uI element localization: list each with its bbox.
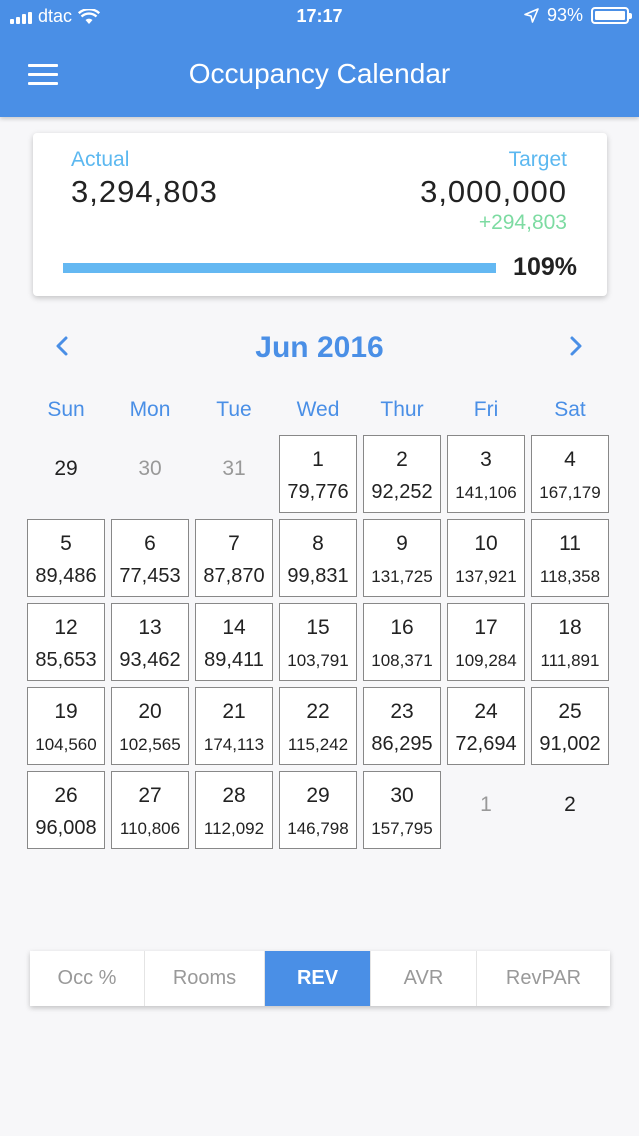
day-value: 93,462 bbox=[119, 649, 181, 671]
day-number: 25 bbox=[558, 700, 582, 723]
day-value: 174,113 bbox=[203, 735, 265, 754]
calendar-outside-day bbox=[27, 435, 105, 513]
calendar-day-cell[interactable] bbox=[111, 687, 189, 765]
weekday-label: Fri bbox=[473, 398, 499, 421]
calendar-day-cell[interactable] bbox=[363, 519, 441, 597]
day-value: 108,371 bbox=[371, 651, 433, 670]
weekday-label: Tue bbox=[216, 398, 252, 421]
tab-rooms[interactable]: Rooms bbox=[145, 951, 265, 1006]
day-value: 85,653 bbox=[35, 649, 97, 671]
day-value: 72,694 bbox=[455, 733, 517, 755]
weekday-label: Mon bbox=[129, 398, 171, 421]
day-number: 16 bbox=[390, 616, 414, 639]
calendar-day-cell[interactable] bbox=[447, 519, 525, 597]
day-value: 103,791 bbox=[287, 651, 349, 670]
calendar-outside-day bbox=[447, 771, 525, 849]
chevron-right-icon[interactable] bbox=[566, 333, 586, 359]
day-number: 2 bbox=[564, 793, 576, 816]
actual-value: 3,294,803 bbox=[71, 174, 218, 209]
calendar-day-cell[interactable] bbox=[531, 603, 609, 681]
day-number: 6 bbox=[144, 532, 156, 555]
day-value: 86,295 bbox=[371, 733, 433, 755]
calendar-day-cell[interactable] bbox=[279, 435, 357, 513]
calendar-day-cell[interactable] bbox=[279, 687, 357, 765]
calendar-outside-day bbox=[195, 435, 273, 513]
calendar-day-cell[interactable] bbox=[531, 519, 609, 597]
day-value: 115,242 bbox=[287, 735, 349, 754]
status-bar bbox=[0, 0, 639, 34]
calendar-day-cell[interactable] bbox=[195, 519, 273, 597]
weekday-header bbox=[24, 398, 615, 428]
app-header bbox=[0, 0, 639, 117]
tab-revpar[interactable]: RevPAR bbox=[505, 967, 582, 989]
day-number: 17 bbox=[474, 616, 498, 639]
progress-percent: 109% bbox=[513, 253, 577, 281]
calendar-day-cell[interactable] bbox=[447, 687, 525, 765]
battery-icon bbox=[591, 7, 629, 24]
day-value: 110,806 bbox=[119, 819, 181, 838]
day-value: 111,891 bbox=[540, 651, 600, 670]
carrier-label: dtac bbox=[38, 6, 73, 26]
calendar-day-cell[interactable] bbox=[27, 519, 105, 597]
day-number: 14 bbox=[222, 616, 246, 639]
weekday-label: Sat bbox=[554, 398, 586, 421]
calendar-day-cell[interactable] bbox=[279, 771, 357, 849]
calendar-day-cell[interactable] bbox=[195, 687, 273, 765]
summary-card bbox=[33, 133, 607, 296]
day-number: 18 bbox=[558, 616, 582, 639]
day-number: 4 bbox=[564, 448, 576, 471]
day-number: 19 bbox=[54, 700, 78, 723]
calendar-day-cell[interactable] bbox=[363, 435, 441, 513]
day-value: 87,870 bbox=[203, 565, 265, 587]
day-value: 96,008 bbox=[35, 817, 97, 839]
weekday-label: Thur bbox=[380, 398, 424, 421]
calendar-day-cell[interactable] bbox=[531, 435, 609, 513]
day-number: 29 bbox=[54, 457, 78, 480]
day-number: 12 bbox=[54, 616, 78, 639]
status-time: 17:17 bbox=[296, 6, 343, 26]
day-value: 118,358 bbox=[539, 567, 601, 586]
calendar-outside-day bbox=[531, 771, 609, 849]
calendar-day-cell[interactable] bbox=[279, 519, 357, 597]
tab-occ[interactable]: Occ % bbox=[30, 951, 145, 1006]
day-number: 24 bbox=[474, 700, 498, 723]
battery-percent: 93% bbox=[546, 5, 583, 25]
calendar-day-cell[interactable] bbox=[279, 603, 357, 681]
target-label: Target bbox=[508, 148, 567, 171]
weekday-label: Sun bbox=[47, 398, 85, 421]
calendar-day-cell[interactable] bbox=[447, 603, 525, 681]
calendar-day-cell[interactable] bbox=[195, 603, 273, 681]
day-value: 157,795 bbox=[371, 819, 433, 838]
day-value: 104,560 bbox=[35, 735, 97, 754]
day-value: 99,831 bbox=[287, 565, 349, 587]
day-value: 141,106 bbox=[455, 483, 517, 502]
tab-rev[interactable]: REV bbox=[265, 951, 371, 1006]
month-navigation bbox=[0, 325, 639, 370]
tab-avr[interactable]: AVR bbox=[371, 951, 477, 1006]
day-number: 2 bbox=[396, 448, 408, 471]
day-number: 13 bbox=[138, 616, 162, 639]
calendar-day-cell[interactable] bbox=[195, 771, 273, 849]
calendar-day-cell[interactable] bbox=[531, 687, 609, 765]
calendar-day-cell[interactable] bbox=[363, 603, 441, 681]
calendar-day-cell[interactable] bbox=[111, 603, 189, 681]
day-number: 31 bbox=[222, 457, 246, 480]
calendar-day-cell[interactable] bbox=[447, 435, 525, 513]
day-number: 3 bbox=[480, 448, 492, 471]
day-number: 10 bbox=[474, 532, 498, 555]
calendar-day-cell[interactable] bbox=[27, 771, 105, 849]
day-value: 102,565 bbox=[119, 735, 181, 754]
day-number: 11 bbox=[559, 532, 581, 555]
day-value: 79,776 bbox=[287, 481, 349, 503]
day-number: 15 bbox=[306, 616, 330, 639]
day-value: 112,092 bbox=[203, 819, 265, 838]
target-difference: +294,803 bbox=[478, 211, 567, 234]
day-number: 5 bbox=[60, 532, 72, 555]
calendar-grid bbox=[24, 430, 615, 855]
progress-fill bbox=[63, 263, 496, 273]
calendar-day-cell[interactable] bbox=[27, 603, 105, 681]
calendar-day-cell[interactable] bbox=[111, 771, 189, 849]
day-number: 22 bbox=[306, 700, 330, 723]
day-number: 9 bbox=[396, 532, 408, 555]
day-number: 21 bbox=[222, 700, 246, 723]
day-number: 20 bbox=[138, 700, 162, 723]
day-number: 27 bbox=[138, 784, 162, 807]
progress-bar bbox=[63, 263, 496, 273]
calendar-day-cell[interactable] bbox=[27, 687, 105, 765]
target-value: 3,000,000 bbox=[420, 174, 567, 209]
calendar-outside-day bbox=[111, 435, 189, 513]
day-value: 92,252 bbox=[371, 481, 433, 503]
day-number: 8 bbox=[312, 532, 324, 555]
day-value: 77,453 bbox=[119, 565, 181, 587]
metric-tabs bbox=[30, 951, 610, 1006]
day-value: 91,002 bbox=[539, 733, 601, 755]
day-number: 1 bbox=[480, 793, 492, 816]
month-title: Jun 2016 bbox=[255, 331, 384, 364]
day-value: 167,179 bbox=[539, 483, 601, 502]
weekday-label: Wed bbox=[296, 398, 340, 421]
day-value: 131,725 bbox=[371, 567, 433, 586]
day-value: 137,921 bbox=[455, 567, 517, 586]
location-arrow-icon bbox=[524, 8, 539, 23]
day-number: 7 bbox=[228, 532, 240, 555]
day-number: 30 bbox=[138, 457, 162, 480]
calendar-day-cell[interactable] bbox=[363, 687, 441, 765]
day-value: 146,798 bbox=[287, 819, 349, 838]
day-number: 28 bbox=[222, 784, 246, 807]
day-value: 89,411 bbox=[204, 649, 264, 671]
day-value: 89,486 bbox=[35, 565, 97, 587]
page-title: Occupancy Calendar bbox=[188, 58, 451, 89]
day-number: 1 bbox=[312, 448, 324, 471]
day-number: 26 bbox=[54, 784, 78, 807]
actual-label: Actual bbox=[71, 148, 130, 171]
day-number: 23 bbox=[390, 700, 414, 723]
calendar-day-cell[interactable] bbox=[111, 519, 189, 597]
calendar-day-cell[interactable] bbox=[363, 771, 441, 849]
day-number: 29 bbox=[306, 784, 330, 807]
day-number: 30 bbox=[390, 784, 414, 807]
day-value: 109,284 bbox=[455, 651, 517, 670]
